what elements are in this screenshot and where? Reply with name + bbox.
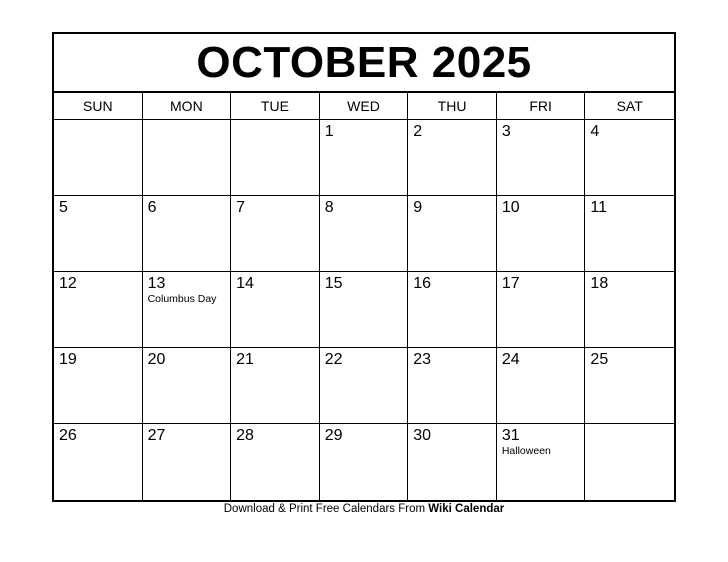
day-number: 28 [236, 427, 254, 444]
day-cell-24 [497, 348, 586, 424]
day-cell-20 [143, 348, 232, 424]
day-cell-22 [320, 348, 409, 424]
footer-brand-label: Wiki Calendar [428, 503, 505, 515]
weekday-thu: THU [408, 93, 497, 119]
day-cell-18 [585, 272, 674, 348]
day-cell-6 [143, 196, 232, 272]
day-cell-3 [497, 120, 586, 196]
weekday-wed: WED [320, 93, 409, 119]
day-cell-empty [585, 424, 674, 500]
day-cell-31 [497, 424, 586, 500]
day-number: 19 [59, 351, 77, 368]
day-number: 29 [324, 427, 343, 444]
day-cell-27 [143, 424, 232, 500]
day-cell-28 [231, 424, 320, 500]
footer-text: Download & Print Free Calendars From [223, 503, 426, 515]
calendar-grid [54, 120, 674, 500]
weekday-mon: MON [143, 93, 232, 119]
calendar-title: OCTOBER 2025 [54, 34, 674, 93]
day-cell-26 [54, 424, 143, 500]
day-number: 8 [324, 199, 334, 216]
event-label: Halloween [501, 445, 551, 457]
day-cell-empty [231, 120, 320, 196]
day-cell-15 [320, 272, 409, 348]
day-number: 3 [501, 123, 511, 140]
day-number: 2 [413, 123, 423, 140]
day-cell-5 [54, 196, 143, 272]
weekday-fri: FRI [497, 93, 586, 119]
day-cell-23 [408, 348, 497, 424]
day-number: 18 [590, 275, 609, 292]
day-number: 1 [324, 123, 334, 140]
day-cell-19 [54, 348, 143, 424]
day-number: 23 [413, 351, 432, 368]
day-cell-11 [585, 196, 674, 272]
day-cell-12 [54, 272, 143, 348]
day-number: 30 [413, 427, 432, 444]
day-cell-4 [585, 120, 674, 196]
day-number: 10 [501, 199, 520, 216]
day-cell-empty [143, 120, 232, 196]
weekday-sat: SAT [616, 98, 643, 114]
day-number: 27 [147, 427, 166, 444]
weekday-header-row [54, 93, 674, 120]
day-cell-14 [231, 272, 320, 348]
day-number: 15 [324, 275, 343, 292]
day-number: 25 [590, 351, 609, 368]
day-cell-16 [408, 272, 497, 348]
day-cell-13 [143, 272, 232, 348]
weekday-sun: SUN [54, 93, 143, 119]
day-number: 21 [236, 351, 254, 368]
footer [0, 502, 728, 516]
day-number: 11 [590, 199, 608, 216]
day-cell-21 [231, 348, 320, 424]
day-number: 26 [59, 427, 77, 444]
day-cell-2 [408, 120, 497, 196]
day-cell-9 [408, 196, 497, 272]
day-number: 14 [236, 275, 254, 292]
day-cell-7 [231, 196, 320, 272]
day-number: 9 [413, 199, 423, 216]
day-number: 5 [59, 199, 68, 216]
day-number: 6 [147, 199, 157, 216]
day-number: 31 [501, 427, 520, 444]
day-cell-25 [585, 348, 674, 424]
day-number: 24 [501, 351, 520, 368]
day-number: 12 [59, 275, 77, 292]
calendar [52, 32, 676, 502]
day-cell-8 [320, 196, 409, 272]
event-label: Columbus Day [147, 293, 217, 305]
day-number: 17 [501, 275, 520, 292]
day-number: 13 [147, 275, 166, 292]
day-cell-29 [320, 424, 409, 500]
day-cell-empty [54, 120, 143, 196]
day-number: 22 [324, 351, 343, 368]
day-number: 4 [590, 123, 600, 140]
day-number: 16 [413, 275, 432, 292]
day-cell-10 [497, 196, 586, 272]
day-cell-1 [320, 120, 409, 196]
day-number: 20 [147, 351, 166, 368]
day-cell-17 [497, 272, 586, 348]
day-number: 7 [236, 199, 246, 216]
weekday-tue: TUE [231, 93, 320, 119]
day-cell-30 [408, 424, 497, 500]
